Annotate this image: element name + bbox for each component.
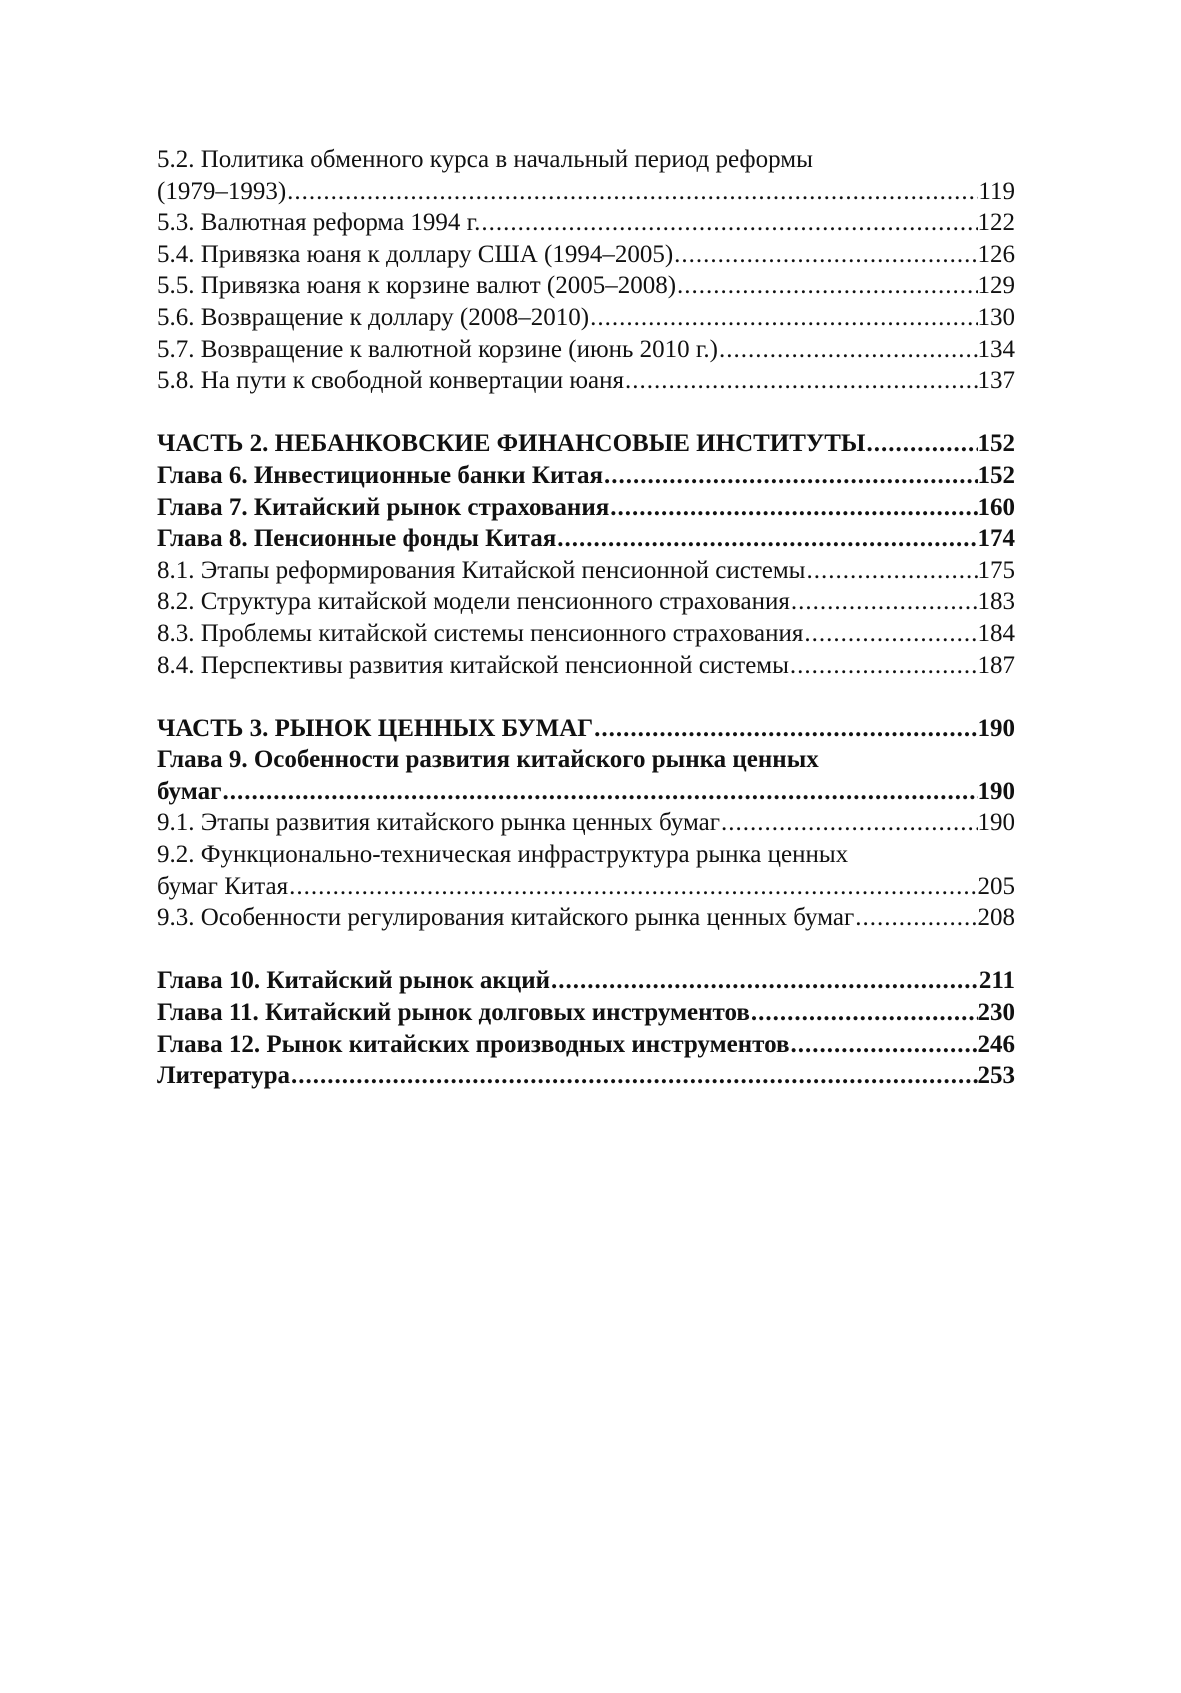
dot-leader bbox=[854, 902, 977, 934]
toc-entry-title: 5.5. Привязка юаня к корзине валют (2005–2008) bbox=[157, 272, 677, 300]
page-number: 190 bbox=[977, 809, 1015, 837]
dot-leader bbox=[750, 997, 978, 1029]
toc-heading-entry[interactable] bbox=[157, 428, 1015, 460]
toc-entry-title: (1979–1993) bbox=[157, 177, 287, 205]
toc-heading-entry[interactable] bbox=[157, 492, 1015, 524]
dot-leader bbox=[676, 270, 977, 302]
page-number: 174 bbox=[977, 525, 1015, 553]
toc-entry-row bbox=[157, 997, 1015, 1029]
toc-entry-title: 8.1. Этапы реформирования Китайской пенсионной системы bbox=[157, 556, 806, 584]
dot-leader bbox=[718, 334, 978, 366]
dot-leader bbox=[603, 460, 978, 492]
toc-entry-row bbox=[157, 618, 1015, 650]
toc-entry-row bbox=[157, 460, 1015, 492]
toc-entry-title-line: 9.2. Функционально-техническая инфраструктура рынка ценных bbox=[157, 841, 849, 869]
page-number: 205 bbox=[977, 872, 1015, 900]
dot-leader bbox=[288, 871, 977, 903]
toc-subsection-entry[interactable] bbox=[157, 839, 1015, 902]
toc-entry-title: Глава 6. Инвестиционные банки Китая bbox=[157, 461, 603, 489]
page-number: 126 bbox=[977, 240, 1015, 268]
page-number: 211 bbox=[978, 967, 1015, 995]
toc-heading-entry[interactable] bbox=[157, 965, 1015, 997]
toc-group bbox=[157, 428, 1015, 681]
toc-entry-row bbox=[157, 650, 1015, 682]
page-number: 160 bbox=[977, 493, 1015, 521]
toc-entry-title: 5.7. Возвращение к валютной корзине (июнь 2010 г.) bbox=[157, 335, 718, 363]
dot-leader bbox=[480, 207, 977, 239]
page-number: 230 bbox=[977, 999, 1015, 1027]
toc-entry-title: 5.6. Возвращение к доллару (2008–2010) bbox=[157, 303, 590, 331]
toc-entry-row bbox=[157, 492, 1015, 524]
toc-entry-row bbox=[157, 523, 1015, 555]
dot-leader bbox=[789, 650, 978, 682]
toc-subsection-entry[interactable] bbox=[157, 650, 1015, 682]
toc-entry-row bbox=[157, 239, 1015, 271]
page-number: 187 bbox=[977, 651, 1015, 679]
page-number: 253 bbox=[977, 1062, 1015, 1090]
toc-entry-row bbox=[157, 776, 1015, 808]
toc-group bbox=[157, 713, 1015, 934]
toc-entry-row bbox=[157, 365, 1015, 397]
toc-subsection-entry[interactable] bbox=[157, 807, 1015, 839]
toc-subsection-entry[interactable] bbox=[157, 555, 1015, 587]
toc-entry-row bbox=[157, 428, 1015, 460]
dot-leader bbox=[673, 239, 977, 271]
toc-heading-entry[interactable] bbox=[157, 713, 1015, 745]
toc-subsection-entry[interactable] bbox=[157, 586, 1015, 618]
toc-subsection-entry[interactable] bbox=[157, 902, 1015, 934]
toc-entry-title: Глава 11. Китайский рынок долговых инструментов bbox=[157, 999, 750, 1027]
toc-entry-title: 5.8. На пути к свободной конвертации юаня bbox=[157, 367, 624, 395]
toc-entry-row bbox=[157, 1029, 1015, 1061]
dot-leader bbox=[589, 302, 977, 334]
toc-subsection-entry[interactable] bbox=[157, 334, 1015, 366]
page-number: 152 bbox=[977, 461, 1015, 489]
toc-entry-title: 8.3. Проблемы китайской системы пенсионного страхования bbox=[157, 619, 804, 647]
page-number: 130 bbox=[977, 303, 1015, 331]
toc-entry-row bbox=[157, 807, 1015, 839]
page-number: 134 bbox=[977, 335, 1015, 363]
dot-leader bbox=[609, 492, 977, 524]
toc-entry-title: Литература bbox=[157, 1062, 291, 1090]
toc-entry-title: 8.2. Структура китайской модели пенсионного страхования bbox=[157, 588, 790, 616]
toc-entry-title: 5.4. Привязка юаня к доллару США (1994–2005) bbox=[157, 240, 674, 268]
toc-entry-title: ЧАСТЬ 2. НЕБАНКОВСКИЕ ФИНАНСОВЫЕ ИНСТИТУТЫ bbox=[157, 430, 866, 458]
toc-entry-title-line: Глава 9. Особенности развития китайского рынка ценных bbox=[157, 746, 819, 774]
page-number: 183 bbox=[977, 588, 1015, 616]
dot-leader bbox=[803, 618, 977, 650]
toc-entry-title: ЧАСТЬ 3. РЫНОК ЦЕННЫХ БУМАГ bbox=[157, 714, 594, 742]
toc-entry-row bbox=[157, 871, 1015, 903]
toc-entry-row bbox=[157, 176, 1015, 208]
dot-leader bbox=[593, 713, 977, 745]
toc-subsection-entry[interactable] bbox=[157, 270, 1015, 302]
toc-entry-title: 9.3. Особенности регулирования китайского рынка ценных бумаг bbox=[157, 904, 855, 932]
page-number: 122 bbox=[977, 209, 1015, 237]
toc-entry-title: бумаг bbox=[157, 777, 222, 805]
page-number: 119 bbox=[978, 177, 1015, 205]
toc-subsection-entry[interactable] bbox=[157, 207, 1015, 239]
toc-entry-row bbox=[157, 1060, 1015, 1092]
toc-heading-entry[interactable] bbox=[157, 1060, 1015, 1092]
toc-subsection-entry[interactable] bbox=[157, 365, 1015, 397]
toc-heading-entry[interactable] bbox=[157, 460, 1015, 492]
toc-heading-entry[interactable] bbox=[157, 523, 1015, 555]
page-number: 190 bbox=[977, 714, 1015, 742]
toc-entry-title: Глава 8. Пенсионные фонды Китая bbox=[157, 525, 557, 553]
toc-heading-entry[interactable] bbox=[157, 744, 1015, 807]
dot-leader bbox=[221, 776, 977, 808]
toc-entry-row bbox=[157, 586, 1015, 618]
page-number: 190 bbox=[977, 777, 1015, 805]
toc-subsection-entry[interactable] bbox=[157, 618, 1015, 650]
toc-subsection-entry[interactable] bbox=[157, 239, 1015, 271]
dot-leader bbox=[720, 807, 978, 839]
page-number: 152 bbox=[977, 430, 1015, 458]
dot-leader bbox=[789, 1029, 977, 1061]
toc-heading-entry[interactable] bbox=[157, 997, 1015, 1029]
toc-entry-title: Глава 12. Рынок китайских производных инструментов bbox=[157, 1030, 790, 1058]
page-number: 129 bbox=[977, 272, 1015, 300]
toc-group bbox=[157, 144, 1015, 397]
toc-subsection-entry[interactable] bbox=[157, 302, 1015, 334]
page-number: 137 bbox=[977, 367, 1015, 395]
toc-entry-title: Глава 7. Китайский рынок страхования bbox=[157, 493, 610, 521]
toc-entry-title-line: 5.2. Политика обменного курса в начальный период реформы bbox=[157, 146, 813, 173]
dot-leader bbox=[286, 176, 978, 208]
toc-entry-row bbox=[157, 334, 1015, 366]
table-of-contents bbox=[157, 144, 1015, 1092]
toc-entry-row bbox=[157, 302, 1015, 334]
toc-entry-row bbox=[157, 555, 1015, 587]
dot-leader bbox=[805, 555, 977, 587]
toc-entry-title: 9.1. Этапы развития китайского рынка ценных бумаг bbox=[157, 809, 720, 837]
page-number: 175 bbox=[977, 556, 1015, 584]
dot-leader bbox=[290, 1060, 977, 1092]
toc-group bbox=[157, 965, 1015, 1091]
dot-leader bbox=[556, 523, 977, 555]
toc-entry-row bbox=[157, 713, 1015, 745]
toc-entry-title: 5.3. Валютная реформа 1994 г. bbox=[157, 209, 481, 237]
page-number: 184 bbox=[977, 619, 1015, 647]
toc-entry-row bbox=[157, 207, 1015, 239]
toc-subsection-entry[interactable] bbox=[157, 144, 1015, 207]
page-number: 208 bbox=[977, 904, 1015, 932]
toc-entry-title: бумаг Китая bbox=[157, 872, 289, 900]
dot-leader bbox=[550, 965, 979, 997]
toc-entry-row bbox=[157, 965, 1015, 997]
toc-entry-title: Глава 10. Китайский рынок акций bbox=[157, 967, 551, 995]
page-number: 246 bbox=[977, 1030, 1015, 1058]
toc-entry-row bbox=[157, 270, 1015, 302]
dot-leader bbox=[624, 365, 978, 397]
dot-leader bbox=[790, 586, 978, 618]
toc-entry-row bbox=[157, 902, 1015, 934]
toc-entry-title: 8.4. Перспективы развития китайской пенсионной системы bbox=[157, 651, 789, 679]
toc-heading-entry[interactable] bbox=[157, 1029, 1015, 1061]
dot-leader bbox=[865, 428, 977, 460]
